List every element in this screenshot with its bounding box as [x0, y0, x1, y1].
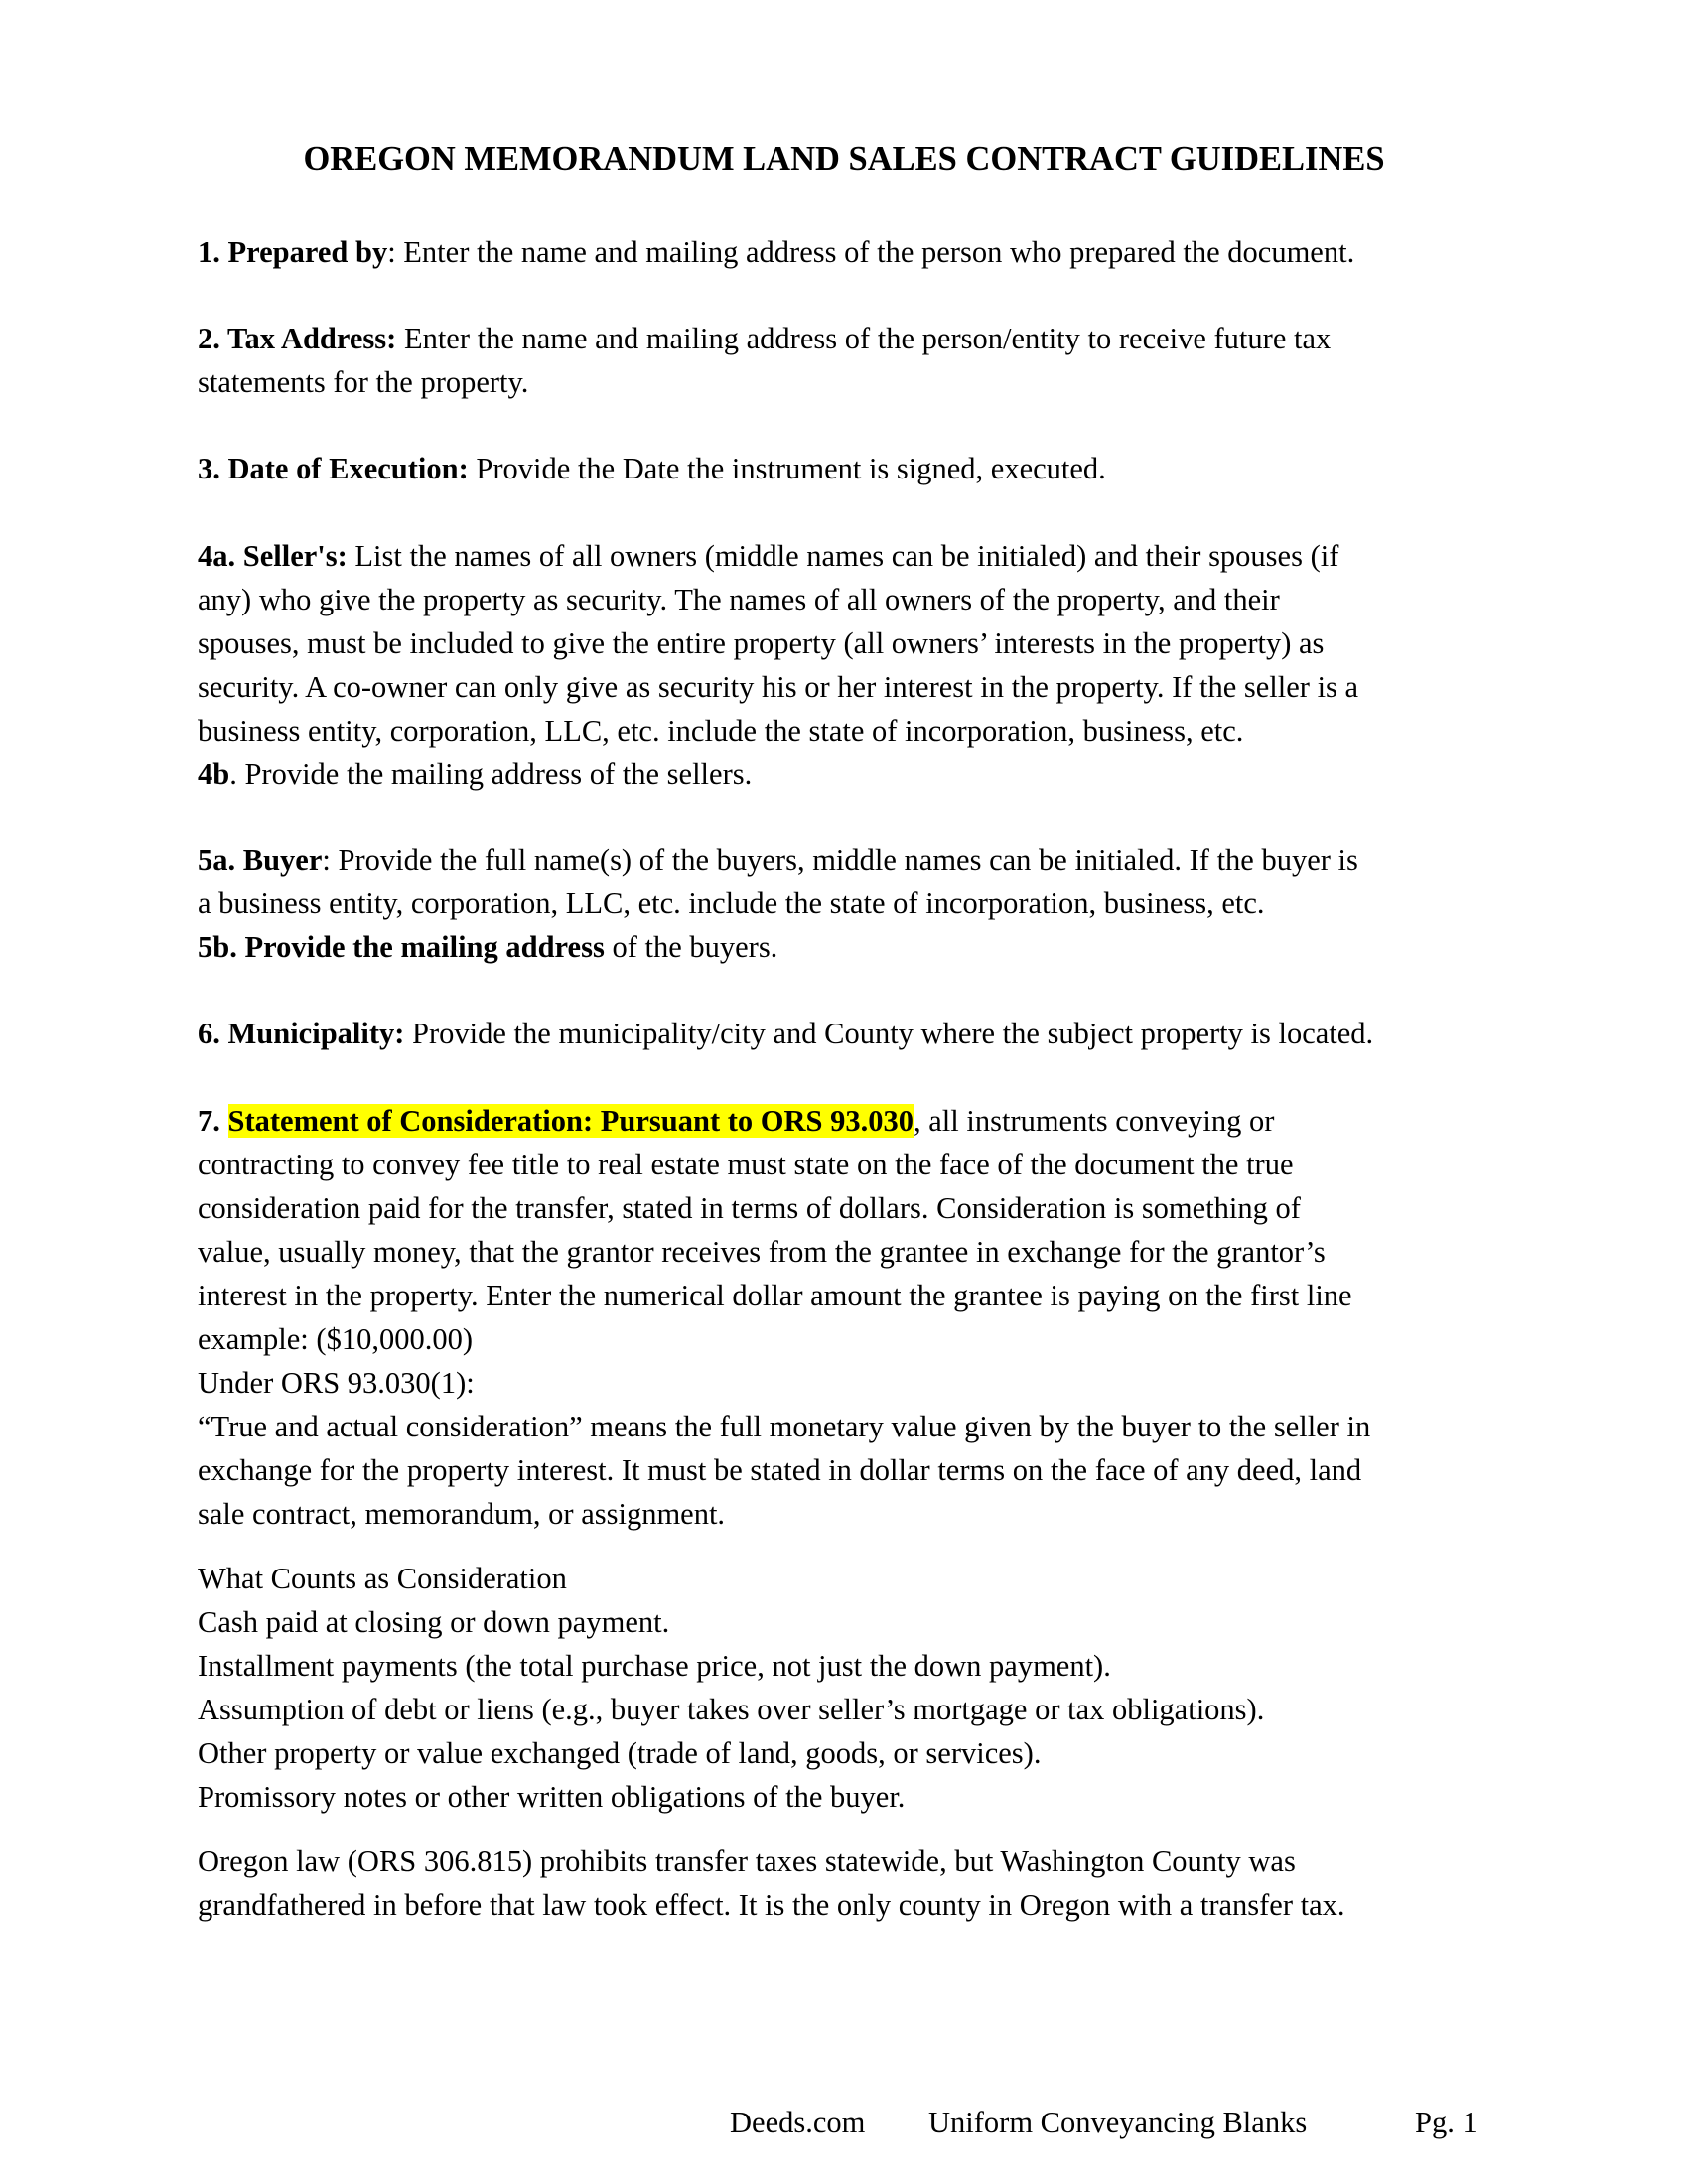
- list-item: Cash paid at closing or down payment.: [198, 1605, 670, 1639]
- section-prepared-by: 1. Prepared by: Enter the name and mailing address of the person who prepared the document.: [198, 235, 1355, 269]
- page-title: OREGON MEMORANDUM LAND SALES CONTRACT GUIDELINES: [303, 140, 1385, 178]
- list-item: Assumption of debt or liens (e.g., buyer takes over seller’s mortgage or tax obligations).: [198, 1693, 1265, 1726]
- section-consideration: 7. Statement of Consideration: Pursuant to ORS 93.030, all instruments conveying or contracting to convey fee title to real estate must state on the face of the document the true consideration paid for the transfer, stated in terms of dollars. Consideration is something of value, usually money, that the grantor receives from the grantee in exchange for the grantor’s interest in the property. Enter the numerical dollar amount the grantee is paying on the first line example: ($10,000.00) Under ORS 93.030(1): “True and actual consideration” means the full monetary value given by the buyer to the seller in exchange for the property interest. It must be stated in dollar terms on the face of any deed, land sale contract, memorandum, or assignment.: [198, 1104, 1371, 1531]
- section-label: 5b. Provide the mailing address: [198, 930, 605, 964]
- section-date-of-execution: 3. Date of Execution: Provide the Date the instrument is signed, executed.: [198, 452, 1106, 485]
- section-label: 4a. Seller's:: [198, 539, 348, 573]
- section-label: 5a. Buyer: [198, 843, 323, 877]
- section-buyer: 5a. Buyer: Provide the full name(s) of the buyers, middle names can be initialed. If the buyer is a business entity, corporation, LLC, etc. include the state of incorporation, business, etc. 5b. Provide the mailing address of the buyers.: [198, 843, 1358, 964]
- section-label: 1. Prepared by: [198, 235, 388, 269]
- list-item: Promissory notes or other written obligations of the buyer.: [198, 1780, 906, 1814]
- footer-name: Uniform Conveyancing Blanks: [928, 2106, 1308, 2139]
- footer-page-number: Pg. 1: [1415, 2106, 1477, 2139]
- list-heading: What Counts as Consideration: [198, 1562, 567, 1595]
- section-tax-address: 2. Tax Address: Enter the name and mailing address of the person/entity to receive future tax statements for the property.: [198, 322, 1332, 399]
- list-item: Installment payments (the total purchase price, not just the down payment).: [198, 1649, 1111, 1683]
- oregon-law-paragraph: Oregon law (ORS 306.815) prohibits transfer taxes statewide, but Washington County was grandfathered in before that law took effect. It is the only county in Oregon with a transfer tax.: [198, 1844, 1345, 1922]
- footer-site: Deeds.com: [730, 2106, 866, 2139]
- what-counts-list: [198, 1557, 1498, 1819]
- section-label: 3. Date of Execution:: [198, 452, 469, 485]
- section-label: 2. Tax Address:: [198, 322, 397, 355]
- highlighted-text: Statement of Consideration: Pursuant to ORS 93.030: [227, 1104, 914, 1138]
- section-sellers: 4a. Seller's: List the names of all owners (middle names can be initialed) and their spouses (if any) who give the property as security. The names of all owners of the property, and their spouses, must be included to give the entire property (all owners’ interests in the property) as security. A co-owner can only give as security his or her interest in the property. If the seller is a business entity, corporation, LLC, etc. include the state of incorporation, business, etc. 4b. Provide the mailing address of the sellers.: [198, 539, 1359, 791]
- section-label: 4b: [198, 757, 230, 791]
- list-item: Other property or value exchanged (trade of land, goods, or services).: [198, 1736, 1042, 1770]
- section-municipality: 6. Municipality: Provide the municipality/city and County where the subject property is located.: [198, 1017, 1374, 1050]
- section-label: 6. Municipality:: [198, 1017, 405, 1050]
